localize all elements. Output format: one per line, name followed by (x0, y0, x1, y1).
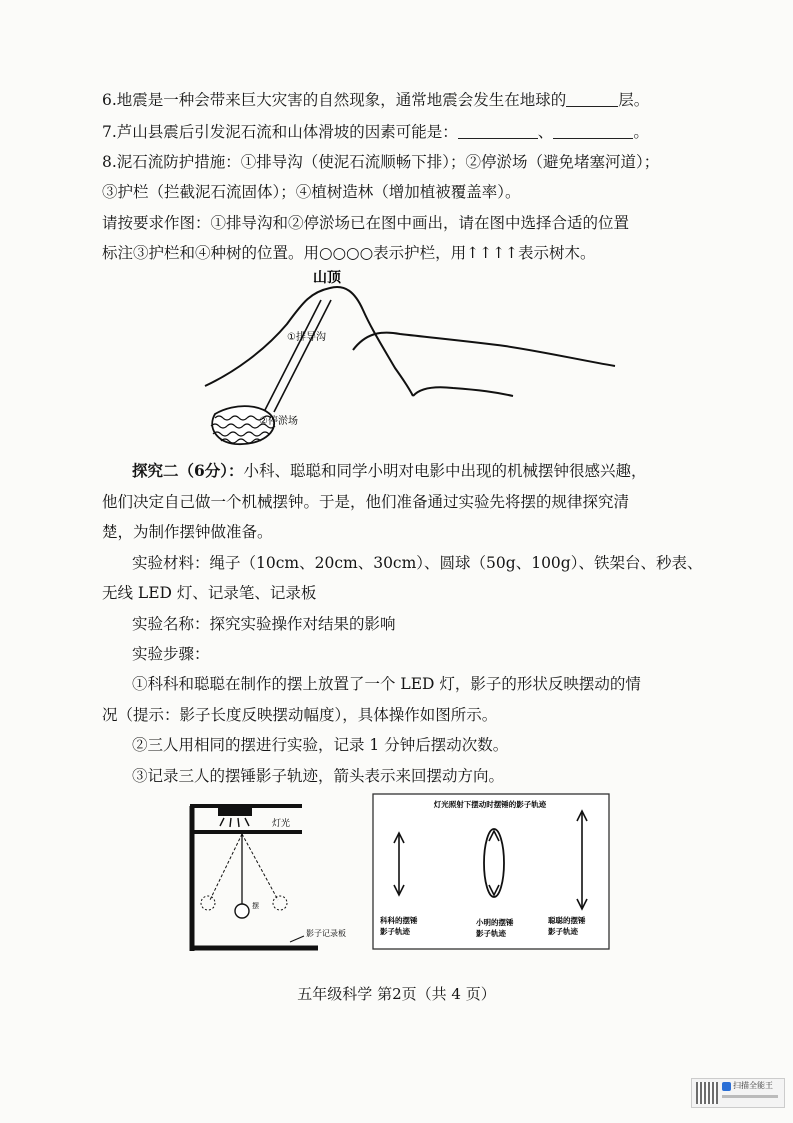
inquiry-paragraph: 楚，为制作摆钟做准备。 (102, 523, 273, 541)
steps-title: 实验步骤： (132, 645, 210, 663)
materials: 无线 LED 灯、记录笔、记录板 (102, 584, 317, 602)
page-footer: 五年级科学 第2页（共 4 页） (297, 985, 496, 1003)
xiaoming-label: 小明的摆锤 (476, 918, 514, 927)
trace-title: 灯光照射下摆动时摆锤的影子轨迹 (433, 800, 547, 809)
question-8-line: ③护栏（拦截泥石流固体）；④植树造林（增加植被覆盖率）。 (102, 183, 521, 201)
scanner-watermark (691, 1078, 785, 1108)
pendulum-bob (235, 904, 249, 918)
step-1: ①科科和聪聪在制作的摆上放置了一个 LED 灯，影子的形状反映摆动的情 (132, 675, 641, 693)
inquiry-paragraph: 探究二（6分）：小科、聪聪和同学小明对电影中出现的机械摆钟很感兴趣， (132, 461, 647, 480)
mountain-diagram[interactable] (195, 264, 665, 464)
step-3: ③记录三人的摆锤影子轨迹，箭头表示来回摆动方向。 (132, 767, 505, 785)
keke-label: 科科的摆锤 (380, 916, 418, 925)
drainage-ditch-line (274, 300, 331, 412)
question-8-instruction: 请按要求作图：①排导沟和②停淤场已在图中画出，请在图中选择合适的位置 (102, 214, 630, 232)
xiaoming-label: 影子轨迹 (476, 929, 506, 938)
materials: 实验材料：绳子（10cm、20cm、30cm）、圆球（50g、100g）、铁架台、秒表、 (132, 554, 703, 572)
question-7: 7.芦山县震后引发泥石流和山体滑坡的因素可能是： 、 。 (102, 123, 649, 141)
lamp (218, 808, 252, 816)
shadow-trace-diagram (372, 793, 612, 953)
experiment-name: 实验名称：探究实验操作对结果的影响 (132, 615, 396, 633)
question-8-line: 8.泥石流防护措施：①排导沟（使泥石流顺畅下排）；②停淤场（避免堵塞河道）； (102, 153, 660, 171)
answer-blank[interactable] (553, 122, 633, 139)
scanner-name: 扫描全能王 (733, 1081, 773, 1090)
silt-field-label: ②停淤场 (259, 416, 298, 427)
step-1: 况（提示：影子长度反映摆动幅度），具体操作如图所示。 (102, 706, 498, 724)
step-2: ②三人用相同的摆进行实验，记录 1 分钟后摆动次数。 (132, 736, 509, 754)
inquiry-paragraph: 他们决定自己做一个机械摆钟。于是，他们准备通过实验先将摆的规律探究清 (102, 493, 630, 511)
question-8-instruction: 标注③护栏和④种树的位置。用○○○○表示护栏，用↑↑↑↑表示树木。 (102, 244, 596, 262)
mountain-ridge (353, 333, 615, 366)
bob-label: 摆 (252, 902, 259, 910)
question-6: 6.地震是一种会带来巨大灾害的自然现象，通常地震会发生在地球的 层。 (102, 91, 650, 109)
congcong-label: 影子轨迹 (548, 927, 578, 936)
mountain-foot (413, 387, 513, 396)
keke-label: 影子轨迹 (380, 927, 410, 936)
shadow-board-label: 影子记录板 (306, 929, 346, 938)
congcong-label: 聪聪的摆锤 (548, 916, 586, 925)
pendulum-setup-diagram (178, 796, 368, 956)
drainage-ditch-label: ①排导沟 (287, 332, 326, 343)
answer-blank[interactable] (458, 122, 538, 139)
answer-blank[interactable] (566, 90, 618, 107)
peak-label: 山顶 (313, 270, 341, 286)
scanner-logo-icon (722, 1082, 731, 1091)
qr-code-icon (696, 1082, 718, 1104)
light-label: 灯光 (272, 819, 291, 829)
